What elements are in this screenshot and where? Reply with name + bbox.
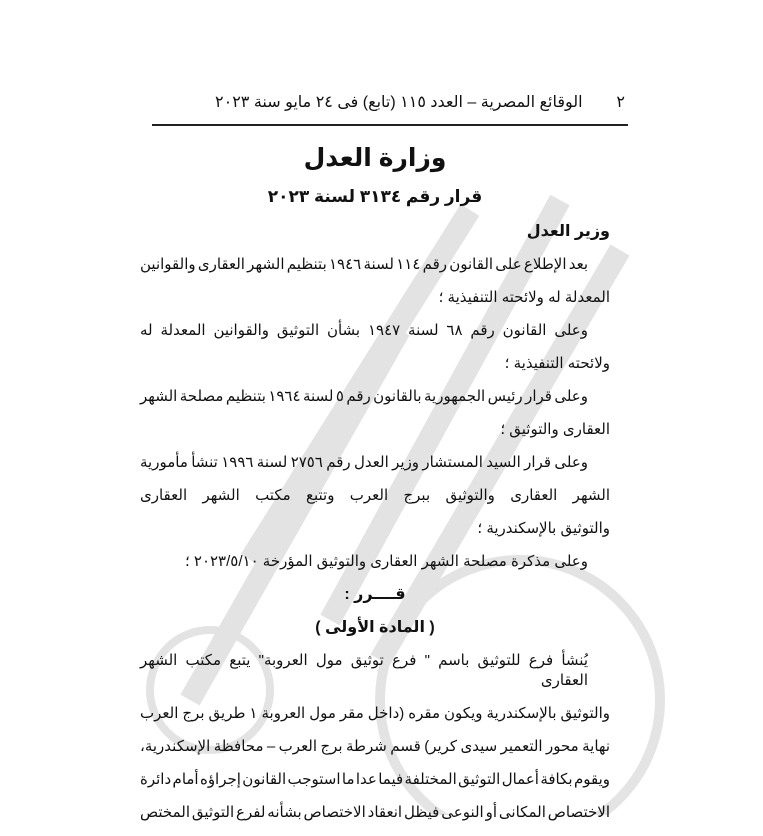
running-title: الوقائع المصرية – العدد ١١٥ (تابع) فى ٢٤ مايو سنة ٢٠٢٣ xyxy=(215,94,583,111)
article-line: ويقوم بكافة أعمال التوثيق المختلفة فيما عدا ما استوجب القانون إجراؤه أمام دائرة xyxy=(140,771,610,788)
article-line: نهاية محور التعمير سيدى كرير) قسم شرطة برج العرب – محافظة الإسكندرية، xyxy=(140,738,610,755)
page-number: ٢ xyxy=(616,94,625,111)
body-line: وعلى القانون رقم ٦٨ لسنة ١٩٤٧ بشأن التوثيق والقوانين المعدلة له xyxy=(140,322,588,339)
running-header xyxy=(215,92,625,112)
body-line: الشهر العقارى والتوثيق ببرج العرب وتتبع مكتب الشهر العقارى xyxy=(140,487,610,504)
article-line: يُنشأ فرع للتوثيق باسم " فرع توثيق مول العروبة" يتبع مكتب الشهر العقارى xyxy=(140,652,588,689)
article-line: الاختصاص المكانى أو النوعى فيظل انعقاد الاختصاص بشأنه لفرع التوثيق المختص xyxy=(140,804,610,821)
decree-title: قرار رقم ٣١٣٤ لسنة ٢٠٢٣ xyxy=(267,187,483,206)
article-line: والتوثيق بالإسكندرية ويكون مقره (داخل مقر مول العروبة ١ طريق برج العرب xyxy=(140,705,610,722)
body-line: ولائحته التنفيذية ؛ xyxy=(504,355,610,372)
body-line: والتوثيق بالإسكندرية ؛ xyxy=(477,520,610,537)
decision-heading: قــــرر : xyxy=(344,586,406,603)
body-line: وعلى مذكرة مصلحة الشهر العقارى والتوثيق المؤرخة ٢٠٢٣/٥/١٠ ؛ xyxy=(184,553,588,570)
body-line: بعد الإطلاع على القانون رقم ١١٤ لسنة ١٩٤٦ بتنظيم الشهر العقارى والقوانين xyxy=(140,256,589,273)
body-line: وعلى قرار رئيس الجمهورية بالقانون رقم ٥ لسنة ١٩٦٤ بتنظيم مصلحة الشهر xyxy=(140,388,589,405)
body-line: المعدلة له ولائحته التنفيذية ؛ xyxy=(438,289,610,306)
issuer: وزير العدل xyxy=(526,223,610,240)
ministry-title: وزارة العدل xyxy=(303,144,447,172)
body-line: وعلى قرار السيد المستشار وزير العدل رقم ٢٧٥٦ لسنة ١٩٩٦ تنشأ مأمورية xyxy=(140,454,589,471)
document-body xyxy=(140,143,610,836)
header-rule xyxy=(152,124,628,126)
article-title: ( المادة الأولى ) xyxy=(315,619,435,636)
body-line: العقارى والتوثيق ؛ xyxy=(500,421,610,438)
